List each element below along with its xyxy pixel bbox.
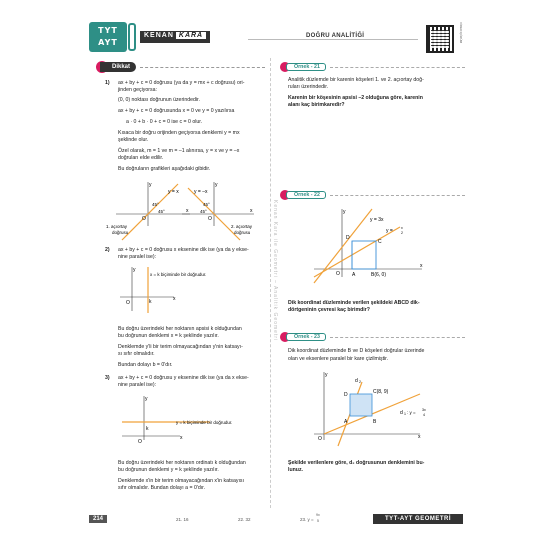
tyt-ayt-logo [89,22,127,52]
point-C: C [378,239,382,245]
example-21-question: alanı kaç birimkaredir? [288,102,345,108]
example-21-text: ruları üzerindedir. [288,84,329,90]
example-21-header [280,62,470,72]
item2-after: Bu doğru üzerindeki her noktanın apsisi k olduğundan [118,326,242,332]
example-23-text: Dik koordinat düzleminde B ve D köşeleri doğrular üzerinde [288,348,425,354]
item1-line: a · 0 + b · 0 + c = 0 ise c = 0 olur. [126,119,203,125]
point-D: D [344,392,348,398]
answer-23-den: 5 [317,519,319,523]
axis-y-label: y [145,396,148,402]
logo-bar-icon [128,23,136,51]
point-C: C(8, 9) [373,389,389,395]
d1-den: 4 [423,413,425,417]
item2-line: nine paralel ise): [118,254,157,260]
item1-line: Özel olarak, m = 1 ve m = –1 alınırsa, y = x ve y = –x [118,148,240,154]
item1-line: (0, 0) noktası doğrunun üzerindedir. [118,97,200,103]
item1-line: Kısaca bir doğru orijinden geçiyorsa denklemi y = mx [118,130,240,136]
example-rule [330,337,465,338]
item3-after: sıfır olmalıdır. Bundan dolayı a = 0'dır. [118,485,206,491]
angle-label: 45° [158,209,165,214]
axis-x-label: x [180,435,183,441]
line2-label: y = [386,228,393,234]
sidebar-text: Kenan Kara ile Geometri – Analitik Geometri [272,200,278,342]
item2-after: Denklemde y'li bir terim olmayacağından y'nin katsayı- [118,344,243,350]
item2-line: ax + by + c = 0 doğrusu x eksenine dik ise (ya da y ekse- [118,247,249,253]
dikkat-rule [140,67,265,68]
item1-line: jinden geçiyorsa: [118,87,157,93]
answer-23-num: 9x [316,513,320,517]
k-label: k [146,426,149,432]
example-22-question: dörtgeninin çevresi kaç birimdir? [288,307,370,313]
line2-den: 2 [401,231,403,235]
caption: 2. açıortay [231,224,253,229]
d1-num: 3x [422,408,426,412]
caption: doğrusu [234,230,251,235]
point-A: A [352,272,356,278]
d2-sub: 2 [359,380,361,384]
item1-line: ax + by + c = 0 doğrusu (ya da y = mx + c doğrusu) ori- [118,80,245,86]
example-21-text: Analitik düzlemde bir karenin köşeleri 1. ve 2. açıortay doğ- [288,77,424,83]
axis-y-label: y [133,267,136,273]
axis-y-label: y [215,182,218,188]
item3-after: bu doğrunun denklemi y = k şeklinde yazılır. [118,467,219,473]
d1-sub: 1 [404,412,406,416]
example-label: Örnek - 22 [286,191,326,199]
item3-line: ax + by + c = 0 doğrusu y eksenine dik ise (ya da x ekse- [118,375,249,381]
page-number: 214 [89,515,107,523]
example-23-graph [300,368,450,450]
item2-after: sı sıfır olmalıdır. [118,351,155,357]
example-22-graph [300,205,440,287]
axis-y-label: y [149,182,152,188]
item1-line: doğruları elde edilir. [118,155,164,161]
item1-number: 1) [105,80,110,86]
item3-after: Bu doğru üzerindeki her noktanın ordinatı k olduğundan [118,460,246,466]
axis-x-label: x [186,208,189,214]
point-B: B [373,419,377,425]
logo-line2: AYT [98,38,118,47]
author-name [140,31,210,43]
item3-line: nine paralel ise): [118,382,157,388]
section-title: DOĞRU ANALİTİĞİ [300,33,370,39]
answer-22: 22. 32 [238,517,251,522]
graph-caption: y = k biçiminde bir doğrudur. [176,420,233,425]
example-21-question: Karenin bir köşesinin apsisi –2 olduğuna göre, karenin [288,95,423,101]
footer-brand: TYT-AYT GEOMETRİ [373,514,463,524]
logo-line1: TYT [98,26,118,35]
axis-y-label: y [325,372,328,378]
item2-after: bu doğrunun denklemi x = k şeklinde yazılır. [118,333,219,339]
angle-label: 45° [203,202,210,207]
point-A: A [344,419,348,425]
caption: 1. açıortay [106,224,128,229]
item1-line: Bu doğruların grafikleri aşağıdaki gibidir. [118,166,211,172]
answer-21: 21. 16 [176,517,189,522]
header-rule [248,39,418,40]
axis-x-label: x [250,208,253,214]
example-rule [330,195,465,196]
line-label: y = –x [194,189,208,195]
origin-label: O [142,216,146,222]
angle-label: 45° [200,209,207,214]
origin-label: O [126,300,130,306]
k-label: k [149,299,152,305]
horizontal-line-graph [118,392,268,444]
graph-caption: x = k biçiminde bir doğrudur. [150,272,207,277]
d1-label: d [400,410,403,416]
example-22-header [280,190,470,200]
example-label: Örnek - 23 [286,333,326,341]
dikkat-label: Dikkat [100,62,136,72]
axis-y-label: y [343,209,346,215]
item1-line: şeklinde olur. [118,137,149,143]
origin-label: O [318,436,322,442]
item1-line: ax + by + c = 0 doğrusunda x = 0 ve y = 0 yazılırsa [118,108,235,114]
item2-number: 2) [105,247,110,253]
origin-label: O [208,216,212,222]
point-D: D [346,235,350,241]
example-label: Örnek - 21 [286,63,326,71]
angle-label: 45° [152,202,159,207]
point-B: B(6, 0) [371,272,387,278]
qr-side-text: VİDEO ÇÖZÜM [459,22,463,44]
line1-label: y = 3x [370,217,384,223]
d2-label: d [355,378,358,384]
example-23-question: Şekilde verilenlere göre, d₂ doğrusunun denklemini bu- [288,460,425,466]
author-last: KARA [176,32,206,39]
qr-code-icon[interactable] [426,25,454,53]
author-first: KENAN [144,32,174,39]
example-23-question: lunuz. [288,467,303,473]
line2-num: x [401,226,403,230]
example-rule [330,67,465,68]
axis-x-label: x [420,263,423,269]
origin-label: O [138,439,142,444]
item3-after: Denklemde x'in bir terim olmayacağından x'in katsayısı [118,478,244,484]
bisector2-graph [178,178,270,242]
example-22-question: Dik koordinat düzleminde verilen şekildeki ABCD dik- [288,300,420,306]
caption: doğrusu [112,230,129,235]
answer-23: 23. y = [300,517,314,522]
item2-after: Bundan dolayı b = 0'dır. [118,362,173,368]
d1-eq-prefix: : y = [407,410,416,415]
axis-x-label: x [418,434,421,440]
origin-label: O [336,271,340,277]
line-label: y = x [168,189,179,195]
column-divider [270,58,271,508]
vertical-line-graph [118,263,268,315]
example-23-text: olan ve eksenlere paralel bir kare çizilmiştir. [288,356,389,362]
example-23-header [280,332,470,342]
item3-number: 3) [105,375,110,381]
axis-x-label: x [173,296,176,302]
